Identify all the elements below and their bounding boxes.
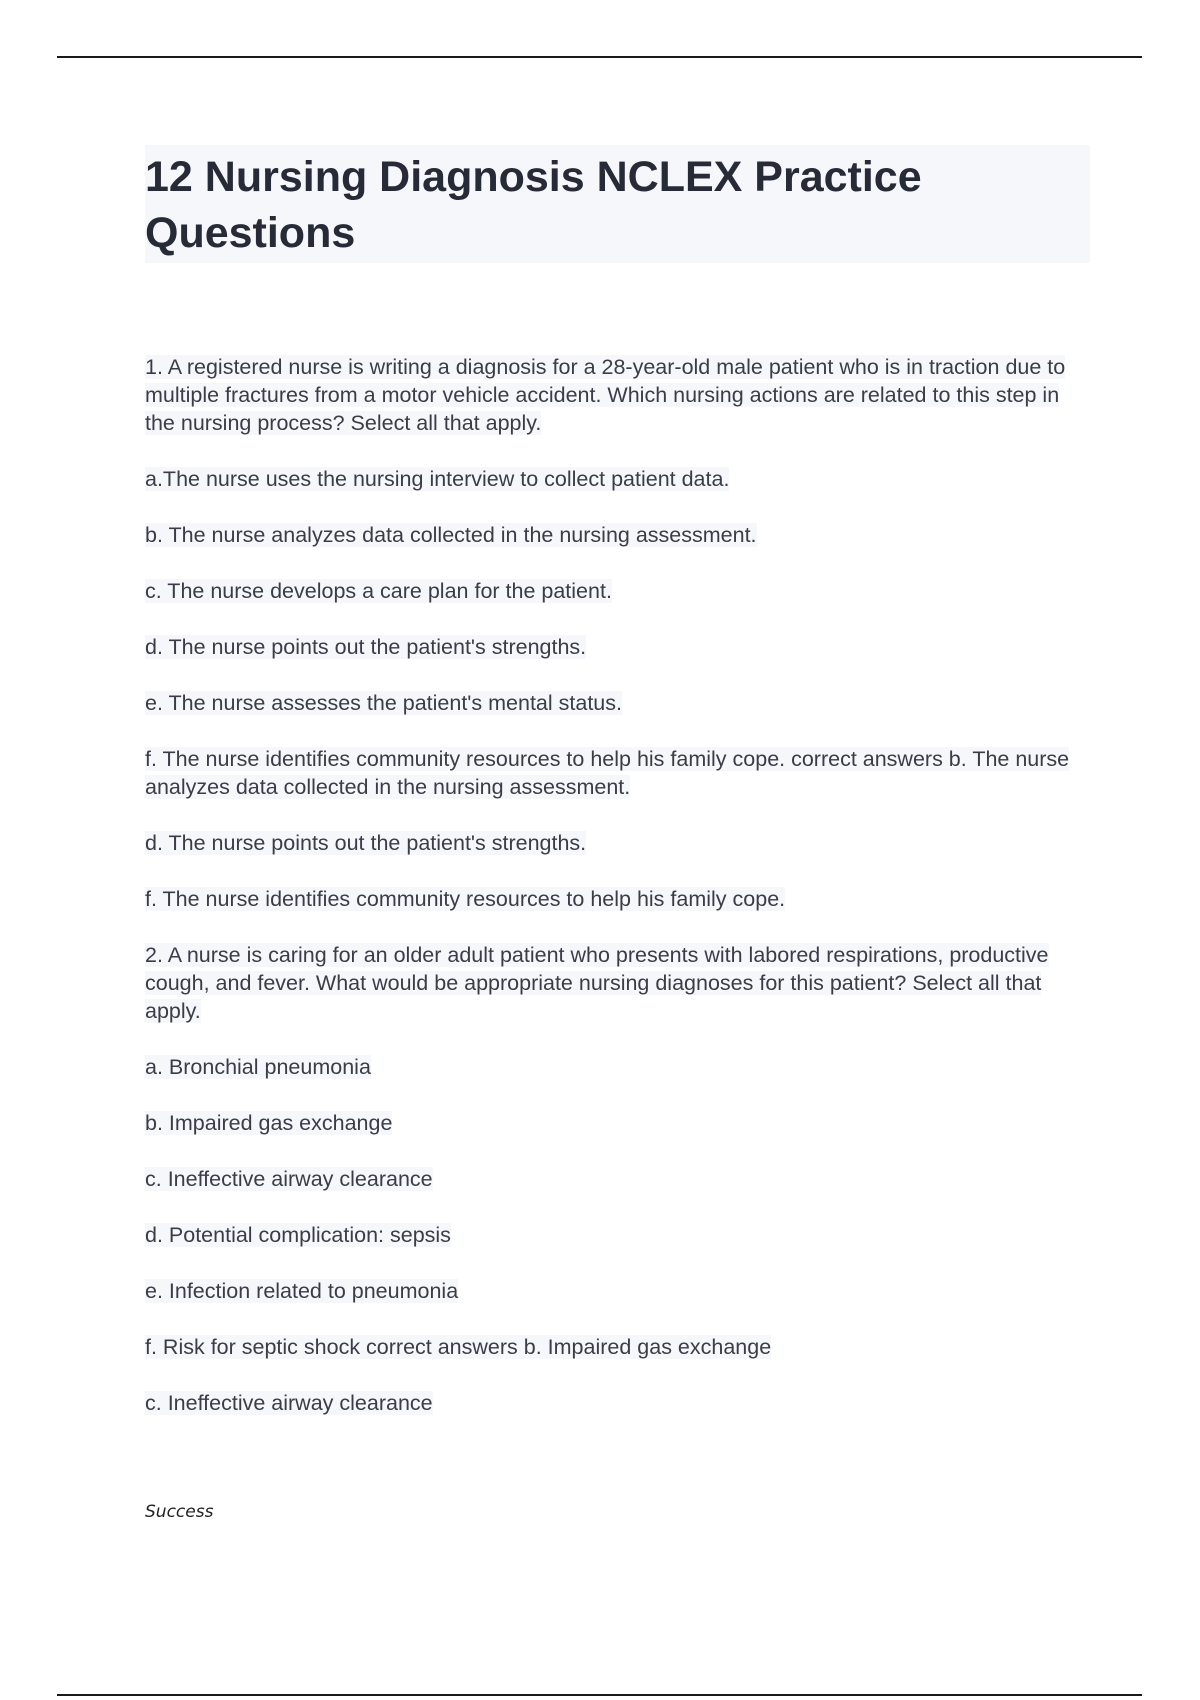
q1-option-d: d. The nurse points out the patient's strengths. [145, 635, 587, 659]
title-block [145, 145, 1090, 263]
q1-answer-d: d. The nurse points out the patient's strengths. [145, 831, 587, 855]
q1-option-f-answer: f. The nurse identifies community resources to help his family cope. correct answers b. The nurse analyzes data collected in the nursing assessment. [145, 747, 1070, 799]
bottom-rule [57, 1694, 1142, 1696]
question-1: 1. A registered nurse is writing a diagnosis for a 28-year-old male patient who is in traction due to multiple fractures from a motor vehicle accident. Which nursing actions are related to this step in the nursing process? Select all that apply. [145, 355, 1066, 435]
q1-option-b: b. The nurse analyzes data collected in the nursing assessment. [145, 523, 757, 547]
document-content [145, 145, 1090, 1445]
q2-option-e: e. Infection related to pneumonia [145, 1279, 459, 1303]
q2-option-c: c. Ineffective airway clearance [145, 1167, 433, 1191]
q2-option-a: a. Bronchial pneumonia [145, 1055, 371, 1079]
q1-answer-f: f. The nurse identifies community resources to help his family cope. [145, 887, 786, 911]
q1-option-c: c. The nurse develops a care plan for the patient. [145, 579, 612, 603]
q2-option-b: b. Impaired gas exchange [145, 1111, 393, 1135]
page-title: 12 Nursing Diagnosis NCLEX Practice Questions [145, 153, 922, 257]
q1-option-e: e. The nurse assesses the patient's mental status. [145, 691, 622, 715]
q2-answer-c: c. Ineffective airway clearance [145, 1391, 433, 1415]
q1-option-a: a.The nurse uses the nursing interview to collect patient data. [145, 467, 730, 491]
q2-option-d: d. Potential complication: sepsis [145, 1223, 451, 1247]
footer-text: Success [145, 1502, 214, 1522]
question-2: 2. A nurse is caring for an older adult patient who presents with labored respirations, productive cough, and fever. What would be appropriate nursing diagnoses for this patient? Select all that apply. [145, 943, 1049, 1023]
document-body [145, 353, 1090, 1417]
q2-option-f-answer: f. Risk for septic shock correct answers b. Impaired gas exchange [145, 1335, 772, 1359]
top-rule [57, 56, 1142, 58]
